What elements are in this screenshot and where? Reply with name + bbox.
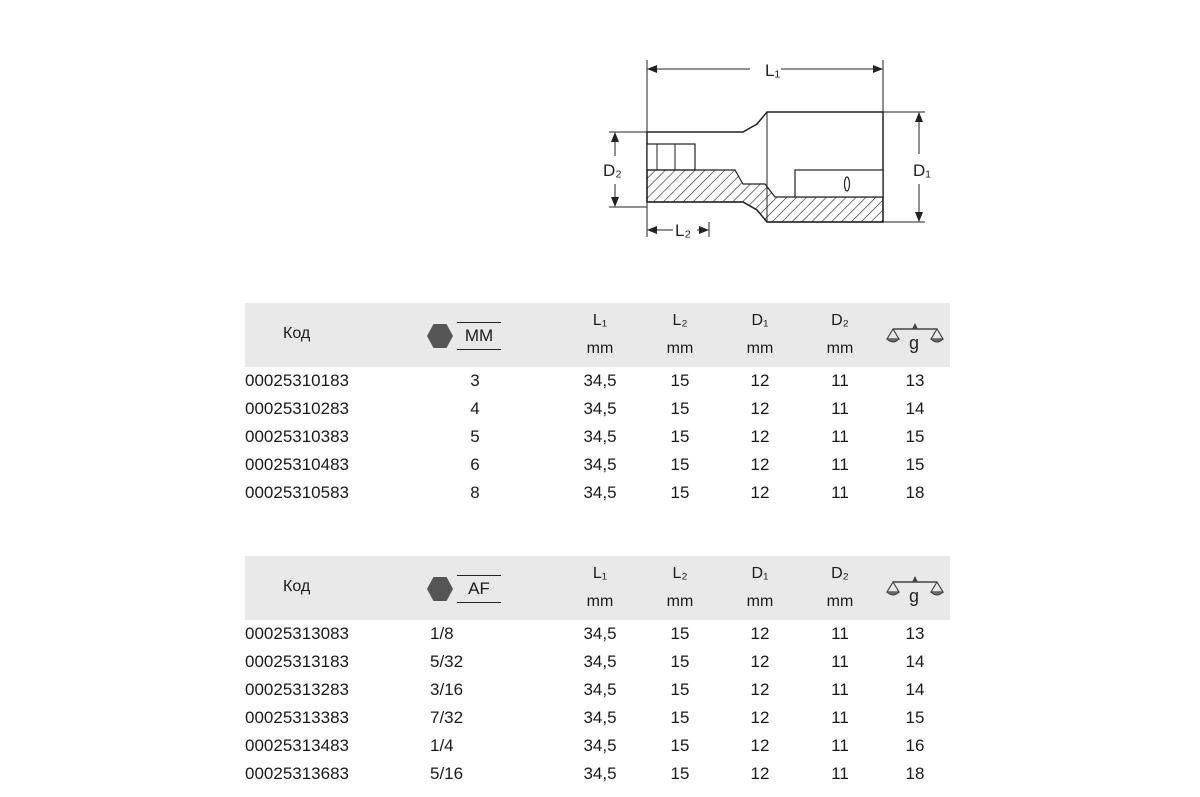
size-column-header: [425, 573, 525, 605]
code-cell: 00025310183: [245, 371, 350, 390]
table-row: [245, 395, 950, 423]
d1-cell: 12: [750, 736, 770, 755]
l2-cell: 15: [670, 371, 690, 390]
code-cell: 00025310283: [245, 399, 350, 418]
d2-cell: 11: [831, 624, 849, 643]
size-cell: 3/16: [430, 680, 464, 699]
l2-cell: 15: [670, 736, 690, 755]
l1-cell: 34,5: [583, 764, 617, 783]
l1-cell: 34,5: [583, 736, 617, 755]
weight-unit-label: g: [909, 333, 920, 353]
hex-icon: [427, 324, 453, 348]
scale-icon: [885, 570, 945, 610]
d1-column-header: D₁ mm: [746, 312, 774, 357]
size-cell: 6: [470, 455, 480, 474]
d1-cell: 12: [750, 708, 770, 727]
d2-column-header: D₂ mm: [826, 565, 854, 610]
weight-cell: 14: [905, 399, 925, 418]
d2-cell: 11: [831, 483, 849, 502]
l2-cell: 15: [670, 652, 690, 671]
l2-cell: 15: [670, 708, 690, 727]
l1-label: L₁: [765, 61, 781, 80]
l2-column-header: L₂ mm: [666, 312, 694, 357]
l2-column-header: L₂ mm: [666, 565, 694, 610]
size-cell: 4: [470, 399, 480, 418]
l1-column-header: L₁ mm: [586, 565, 614, 610]
code-column-header: Код: [283, 578, 311, 595]
l2-cell: 15: [670, 764, 690, 783]
scale-icon: [885, 317, 945, 357]
code-cell: 00025310383: [245, 427, 350, 446]
l2-cell: 15: [670, 680, 690, 699]
table-row: [245, 732, 950, 760]
table-body: [245, 367, 950, 507]
size-cell: 1/8: [430, 624, 454, 643]
l2-label: L₂: [675, 221, 692, 240]
d2-cell: 11: [831, 708, 849, 727]
d2-cell: 11: [831, 427, 849, 446]
socket-dimension-diagram: [595, 52, 955, 252]
weight-unit-label: g: [909, 586, 920, 606]
d1-label: D₁: [913, 161, 932, 180]
d2-label: D₂: [603, 161, 622, 180]
code-cell: 00025313083: [245, 624, 350, 643]
socket-drawing: [595, 52, 955, 252]
weight-column-header: [885, 317, 945, 357]
weight-cell: 15: [905, 427, 925, 446]
code-column-header: Код: [283, 325, 311, 342]
weight-cell: 13: [905, 371, 925, 390]
code-cell: 00025313383: [245, 708, 350, 727]
af-size-table: [245, 556, 950, 788]
table-header: [245, 303, 950, 367]
weight-cell: 15: [905, 455, 925, 474]
d2-column-header: D₂ mm: [826, 312, 854, 357]
d1-cell: 12: [750, 371, 770, 390]
d1-cell: 12: [750, 764, 770, 783]
weight-cell: 18: [905, 483, 925, 502]
size-cell: 3: [470, 371, 480, 390]
l1-cell: 34,5: [583, 427, 617, 446]
table-row: [245, 704, 950, 732]
size-cell: 7/32: [430, 708, 464, 727]
hex-icon: [427, 577, 453, 601]
d1-cell: 12: [750, 680, 770, 699]
size-cell: 5: [470, 427, 480, 446]
d1-cell: 12: [750, 483, 770, 502]
d1-column-header: D₁ mm: [746, 565, 774, 610]
weight-column-header: [885, 570, 945, 610]
metric-size-table: [245, 303, 950, 507]
code-cell: 00025313283: [245, 680, 350, 699]
l1-cell: 34,5: [583, 624, 617, 643]
table-row: [245, 648, 950, 676]
table-row: [245, 423, 950, 451]
d2-cell: 11: [831, 371, 849, 390]
table-row: [245, 451, 950, 479]
weight-cell: 15: [905, 708, 925, 727]
size-unit-label: AF: [457, 575, 501, 603]
l2-cell: 15: [670, 399, 690, 418]
table-row: [245, 620, 950, 648]
l1-cell: 34,5: [583, 455, 617, 474]
l2-cell: 15: [670, 455, 690, 474]
d1-cell: 12: [750, 624, 770, 643]
size-cell: 5/32: [430, 652, 464, 671]
l1-cell: 34,5: [583, 371, 617, 390]
code-cell: 00025310483: [245, 455, 350, 474]
weight-cell: 14: [905, 680, 925, 699]
table-body: [245, 620, 950, 788]
d2-cell: 11: [831, 680, 849, 699]
d1-cell: 12: [750, 427, 770, 446]
l2-cell: 15: [670, 427, 690, 446]
l1-cell: 34,5: [583, 652, 617, 671]
d1-cell: 12: [750, 652, 770, 671]
table-row: [245, 760, 950, 788]
d1-cell: 12: [750, 455, 770, 474]
l1-cell: 34,5: [583, 483, 617, 502]
size-cell: 8: [470, 483, 480, 502]
weight-cell: 13: [905, 624, 925, 643]
size-unit-label: MM: [457, 322, 501, 350]
table-row: [245, 676, 950, 704]
code-cell: 00025313483: [245, 736, 350, 755]
code-cell: 00025313683: [245, 764, 350, 783]
code-cell: 00025313183: [245, 652, 350, 671]
weight-cell: 16: [905, 736, 925, 755]
table-header: [245, 556, 950, 620]
l2-cell: 15: [670, 483, 690, 502]
d2-cell: 11: [831, 652, 849, 671]
d2-cell: 11: [831, 764, 849, 783]
size-cell: 1/4: [430, 736, 454, 755]
l1-column-header: L₁ mm: [586, 312, 614, 357]
d2-cell: 11: [831, 736, 849, 755]
d2-cell: 11: [831, 399, 849, 418]
l1-cell: 34,5: [583, 680, 617, 699]
code-cell: 00025310583: [245, 483, 350, 502]
l2-cell: 15: [670, 624, 690, 643]
size-cell: 5/16: [430, 764, 464, 783]
d1-cell: 12: [750, 399, 770, 418]
table-row: [245, 479, 950, 507]
l1-cell: 34,5: [583, 708, 617, 727]
l1-cell: 34,5: [583, 399, 617, 418]
d2-cell: 11: [831, 455, 849, 474]
size-column-header: [425, 320, 525, 352]
table-row: [245, 367, 950, 395]
weight-cell: 14: [905, 652, 925, 671]
weight-cell: 18: [905, 764, 925, 783]
